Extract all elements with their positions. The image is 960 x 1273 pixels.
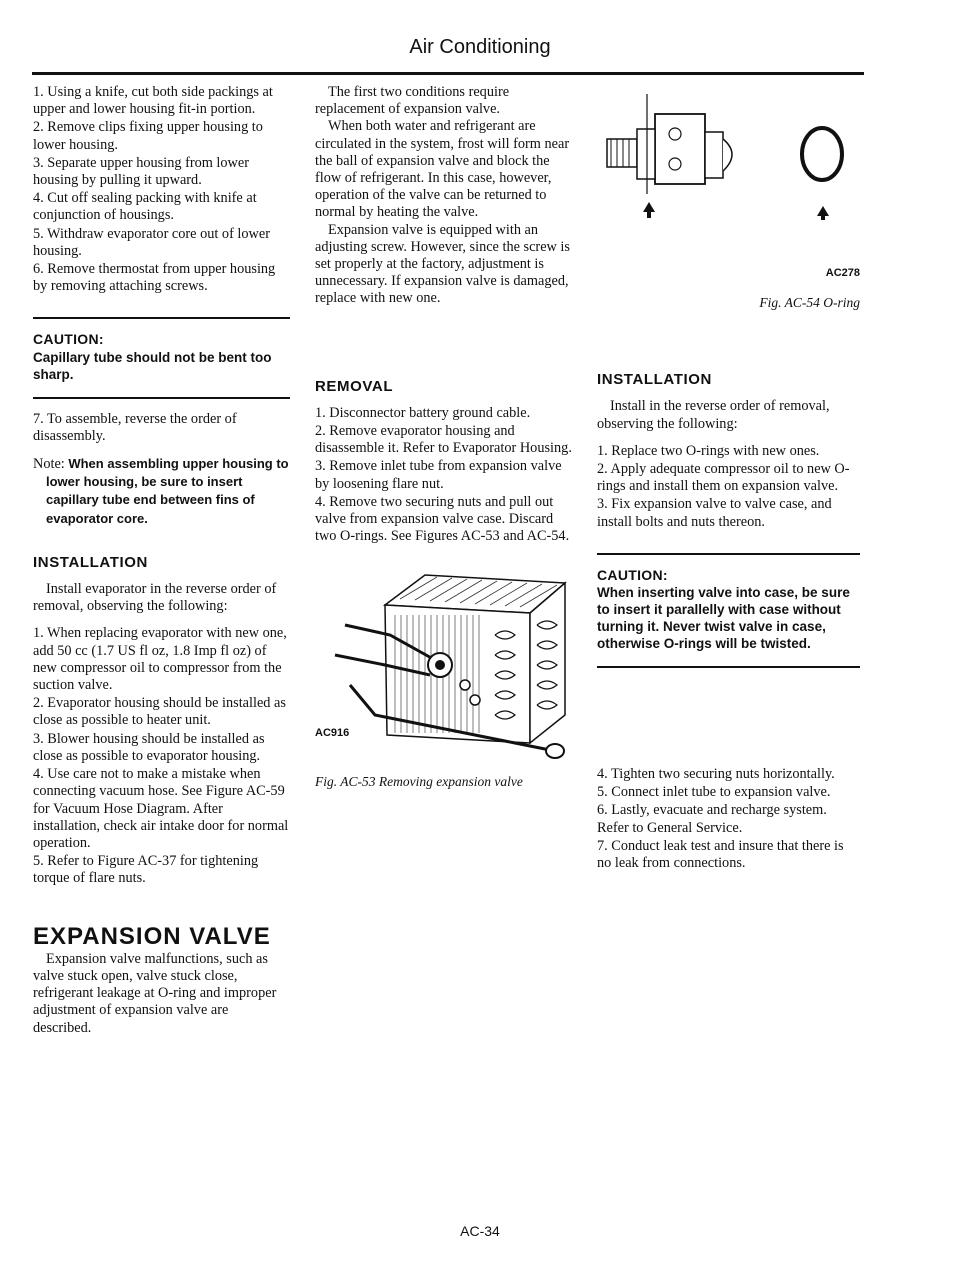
removal-step-3: 3. Remove inlet tube from expansion valve by loosening flare nut. <box>315 458 562 492</box>
header-rule <box>32 72 864 75</box>
disassembly-step-1: 1. Using a knife, cut both side packings at upper and lower housing fit-in portion. <box>33 84 273 118</box>
oring-illustration <box>597 84 860 224</box>
removal-step-4: 4. Remove two securing nuts and pull out valve from expansion valve case. Discard two O-rings. See Figures AC-53 and AC-54. <box>315 493 570 545</box>
note-text: When assembling upper housing to lower housing, be sure to insert capillary tube end between fins of evaporator core. <box>46 456 289 526</box>
valve-install-step-4: 4. Tighten two securing nuts horizontally. <box>597 766 835 783</box>
install-step-4: 4. Use care not to make a mistake when connecting vacuum hose. See Figure AC-59 for Vacuum Hose Diagram. After installation, check air intake door for normal operation. <box>33 766 289 851</box>
valve-installation-heading: INSTALLATION <box>597 371 712 389</box>
caution-text: Capillary tube should not be bent too sharp. <box>33 349 272 382</box>
page-header: Air Conditioning <box>409 36 551 58</box>
expansion-valve-heading: EXPANSION VALVE <box>33 922 271 950</box>
column-left <box>33 84 290 1037</box>
column-right <box>597 84 860 873</box>
expansion-valve-intro: Expansion valve malfunctions, such as valve stuck open, valve stuck close, refrigerant leakage at O-ring and improper adjustment of expansion valve are described. <box>33 950 277 1036</box>
valve-caution-text: When inserting valve into case, be sure to insert it parallelly with case without turning it. Never twist valve in case, otherwise O-rings will be twisted. <box>597 585 850 652</box>
installation-heading: INSTALLATION <box>33 553 148 571</box>
disassembly-step-5: 5. Withdraw evaporator core out of lower housing. <box>33 225 270 259</box>
valve-caution-title: CAUTION: <box>597 566 668 583</box>
disassembly-step-4: 4. Cut off sealing packing with knife at conjunction of housings. <box>33 190 257 224</box>
install-step-2: 2. Evaporator housing should be installed as close as possible to heater unit. <box>33 695 286 729</box>
valve-install-step-7: 7. Conduct leak test and insure that there is no leak from connections. <box>597 837 844 872</box>
caution-box-capillary <box>33 317 290 398</box>
valve-install-step-2: 2. Apply adequate compressor oil to new O-rings and install them on expansion valve. <box>597 461 850 495</box>
caution-title: CAUTION: <box>33 331 104 348</box>
valve-installation-intro: Install in the reverse order of removal, observing the following: <box>597 398 830 432</box>
figure-ac53-code: AC916 <box>315 727 350 740</box>
expansion-para-2: When both water and refrigerant are circulated in the system, frost will form near the ball of expansion valve and block the flow of refrigerant. In this case, however, operation of the valve can be returned to normal by heating the valve. <box>315 118 570 221</box>
install-step-3: 3. Blower housing should be installed as close as possible to evaporator housing. <box>33 730 265 764</box>
valve-install-step-3: 3. Fix expansion valve to valve case, and install bolts and nuts thereon. <box>597 496 832 530</box>
removal-step-2: 2. Remove evaporator housing and disassemble it. Refer to Evaporator Housing. <box>315 423 572 457</box>
expansion-para-3: Expansion valve is equipped with an adjusting screw. However, since the screw is set properly at the factory, adjustment is unnecessary. If expansion valve is damaged, replace with new one. <box>315 221 570 307</box>
figure-ac53-caption: Fig. AC-53 Removing expansion valve <box>315 774 523 790</box>
page-number: AC-34 <box>460 1223 500 1239</box>
removal-step-1: 1. Disconnector battery ground cable. <box>315 404 531 421</box>
caution-box-valve <box>597 553 860 668</box>
installation-intro: Install evaporator in the reverse order of removal, observing the following: <box>33 581 277 615</box>
note-label: Note: <box>33 456 65 473</box>
expansion-para-1: The first two conditions require replacement of expansion valve. <box>315 84 510 118</box>
figure-ac54-caption: Fig. AC-54 O-ring <box>759 295 860 310</box>
install-step-1: 1. When replacing evaporator with new one, add 50 cc (1.7 US fl oz, 1.8 Imp fl oz) of new compressor oil to compressor from the suction valve. <box>33 625 287 694</box>
disassembly-step-3: 3. Separate upper housing from lower housing by pulling it upward. <box>33 154 249 189</box>
disassembly-step-6: 6. Remove thermostat from upper housing by removing attaching screws. <box>33 261 276 295</box>
disassembly-step-2: 2. Remove clips fixing upper housing to lower housing. <box>33 119 263 153</box>
removal-heading: REMOVAL <box>315 377 394 395</box>
column-middle <box>315 84 577 791</box>
note-paragraph <box>33 455 290 528</box>
valve-install-step-5: 5. Connect inlet tube to expansion valve. <box>597 784 831 801</box>
valve-install-step-6: 6. Lastly, evacuate and recharge system. Refer to General Service. <box>597 802 827 836</box>
valve-install-step-1: 1. Replace two O-rings with new ones. <box>597 442 820 459</box>
figure-ac53 <box>315 565 577 765</box>
figure-ac54 <box>597 84 860 279</box>
install-step-5: 5. Refer to Figure AC-37 for tightening torque of flare nuts. <box>33 853 259 887</box>
figure-ac54-code: AC278 <box>825 267 860 279</box>
disassembly-step-7: 7. To assemble, reverse the order of disassembly. <box>33 410 237 444</box>
evaporator-illustration <box>315 565 577 765</box>
